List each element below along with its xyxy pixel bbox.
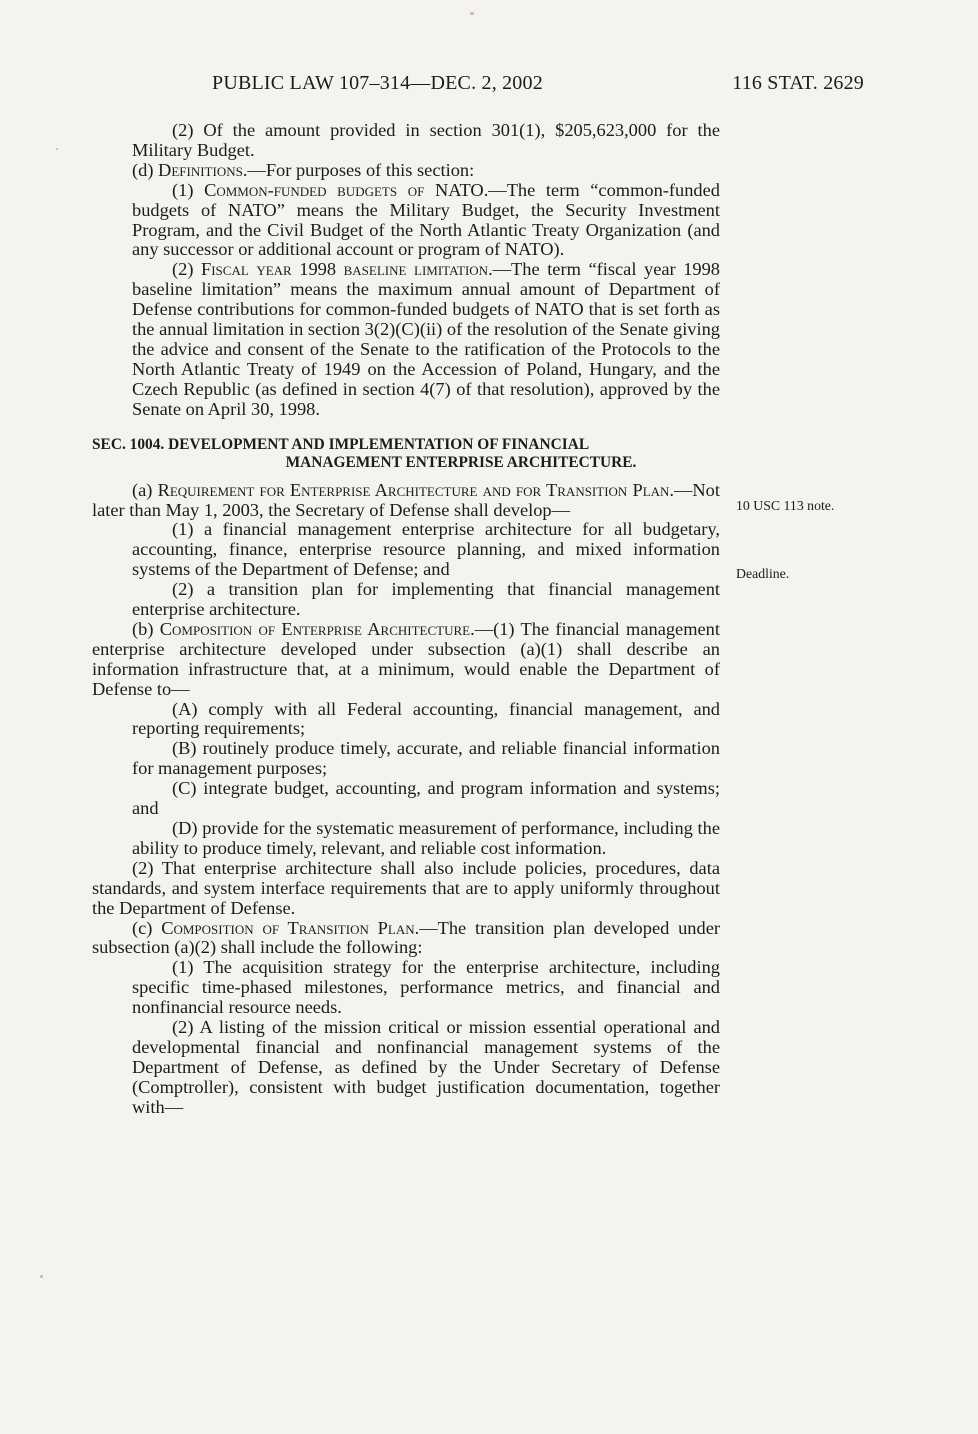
subsection-d-num: (d) (132, 159, 159, 180)
paragraph-c2: (2) Of the amount provided in section 301(1), $205,623,000 for the Military Budget. (132, 120, 720, 160)
subsection-b-heading: Composition of Enterprise Architecture (159, 618, 471, 639)
subsection-c-heading: Composition of Transition Plan (161, 917, 415, 938)
paragraph-a2: (2) a transition plan for implementing that financial management enterprise architecture. (132, 579, 720, 620)
subsection-a-num: (a) (132, 479, 158, 500)
running-head-stat: 116 STAT. 2629 (732, 72, 864, 94)
definition-1-text: .—The term “common-funded budgets of NATO” means the Military Budget, the Security Investment Program, and the Civil Budget of the North Atlantic Treaty Organization (and any successor or additional account or program of NATO). (132, 179, 720, 260)
subparagraph-bA: (A) comply with all Federal accounting, financial management, and reporting requirements; (132, 698, 720, 739)
subsection-b (92, 620, 720, 700)
definition-2-num: (2) (172, 259, 201, 280)
subparagraph-bD: (D) provide for the systematic measurement of performance, including the ability to produce timely, relevant, and reliable cost information. (132, 818, 720, 858)
section-heading-line1: SEC. 1004. DEVELOPMENT AND IMPLEMENTATION OF FINANCIAL (92, 435, 590, 453)
paragraph-a1: (1) a financial management enterprise architecture for all budgetary, accounting, finance, enterprise resource planning, and mixed information systems of the Department of Defense; and (132, 519, 720, 580)
definition-1-heading: Common-funded budgets of NATO (204, 179, 484, 200)
paragraph-c1: (1) The acquisition strategy for the enterprise architecture, including specific time-phased milestones, performance metrics, and financial and nonfinancial resource needs. (132, 957, 720, 1018)
margin-note-deadline: Deadline. (736, 566, 790, 581)
paragraph-b2: (2) That enterprise architecture shall also include policies, procedures, data standards, and system interface requirements that are to apply uniformly throughout the Department of Defense. (92, 857, 720, 918)
definition-2 (92, 260, 720, 419)
subsection-c (92, 919, 720, 959)
paragraph-c2-listing: (2) A listing of the mission critical or mission essential operational and developmental financial and nonfinancial management systems of the Department of Defense, as defined by the Under Secretary of Defense (Comptroller), consistent with budget justification documentation, together with— (132, 1017, 720, 1117)
definition-1 (92, 181, 720, 261)
subsection-d (92, 161, 720, 181)
statute-text (92, 121, 720, 1118)
subsection-b-num: (b) (132, 618, 160, 639)
subsection-b-text: .—(1) The financial management enterprise architecture developed under subsection (a)(1) shall describe an information infrastructure that, at a minimum, would enable the Department of Defense to— (92, 618, 720, 699)
subparagraph-bC: (C) integrate budget, accounting, and program information and systems; and (132, 778, 720, 819)
subsection-c-num: (c) (132, 917, 162, 938)
subsection-c-text: .—The transition plan developed under subsection (a)(2) shall include the following: (92, 917, 720, 958)
scan-speck (40, 1275, 43, 1278)
definition-2-text: .—The term “fiscal year 1998 baseline limitation” means the maximum annual amount of Department of Defense contributions for common-funded budgets of NATO that is set forth as the annual limitation in section 3(2)(C)(ii) of the resolution of the Senate giving the advice and consent of the Senate to the ratification of the Protocols to the North Atlantic Treaty of 1949 on the Accession of Poland, Hungary, and the Czech Republic (as defined in section 4(7) of that resolution), approved by the Senate on April 30, 1998. (132, 259, 720, 419)
scan-speck (470, 12, 474, 15)
subsection-a-text: .—Not later than May 1, 2003, the Secretary of Defense shall develop— (92, 479, 720, 520)
subparagraph-bB: (B) routinely produce timely, accurate, and reliable financial information for management purposes; (132, 738, 720, 779)
running-head-law: PUBLIC LAW 107–314—DEC. 2, 2002 (212, 72, 543, 94)
margin-note-usc: 10 USC 113 note. (736, 498, 835, 513)
definition-2-heading: Fiscal year 1998 baseline limitation (201, 259, 489, 280)
section-heading (92, 436, 720, 472)
scan-speck (56, 148, 58, 150)
subsection-a (92, 481, 720, 521)
definition-1-num: (1) (172, 179, 205, 200)
subsection-a-heading: Requirement for Enterprise Architecture and for Transition Plan (157, 479, 670, 500)
section-heading-line2: MANAGEMENT ENTERPRISE ARCHITECTURE. (285, 453, 637, 471)
subsection-d-heading: Definitions (158, 159, 243, 180)
subsection-d-text: .—For purposes of this section: (242, 159, 475, 180)
